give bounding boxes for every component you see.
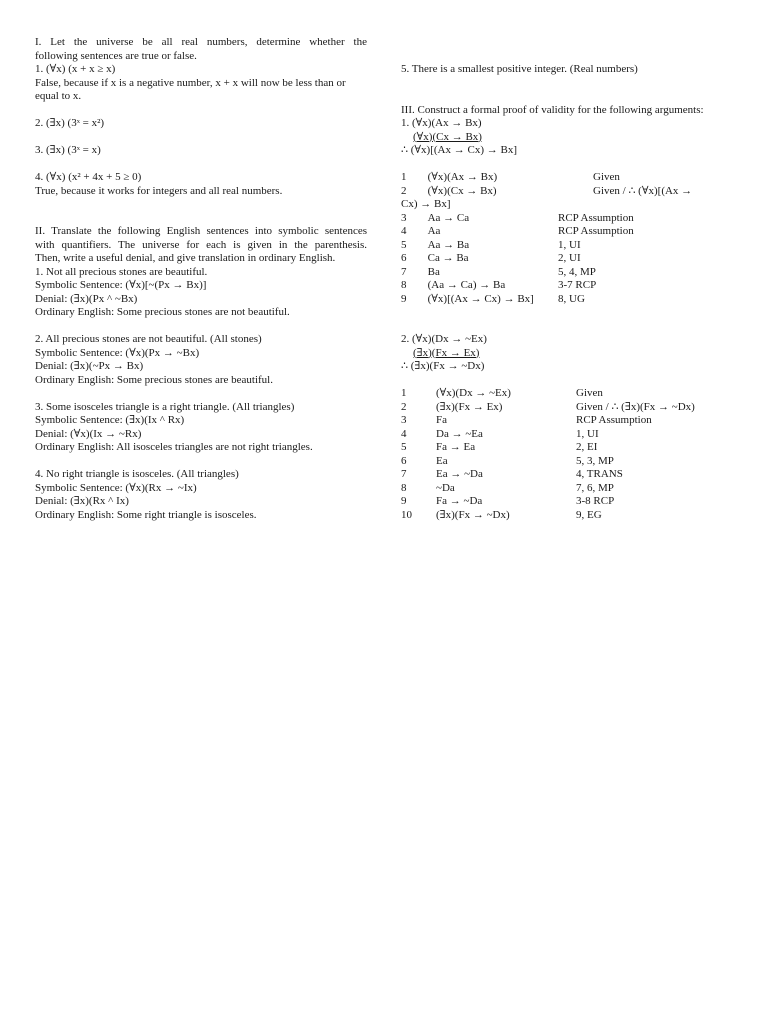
step-justification-continuation: Cx) → Bx] (401, 198, 451, 210)
step-justification: 2, UI (558, 252, 581, 264)
proof-row (401, 212, 735, 226)
part1-q2: 2. (∃x) (3ˣ = x²) (35, 117, 105, 129)
proof-row (401, 482, 735, 496)
step-statement: Fa (436, 414, 447, 426)
step-statement: Aa → Ba (427, 238, 470, 251)
item-title: 3. Some isosceles triangle is a right triangle. (All triangles) (35, 400, 295, 413)
step-justification: Given (576, 387, 603, 399)
proof-row (401, 401, 735, 415)
step-justification: 5, 3, MP (576, 454, 614, 467)
step-statement: Fa → ~Da (436, 495, 483, 507)
step-justification: 7, 6, MP (576, 481, 614, 494)
step-number: 8 (401, 481, 407, 494)
part1-q4-answer: True, because it works for integers and all real numbers. (35, 184, 283, 197)
part2-item-1 (35, 266, 367, 320)
step-statement: (∀x)(Ax → Bx) (427, 171, 498, 183)
part1-heading-line-2: following sentences are true or false. (35, 49, 197, 62)
step-statement: Aa (427, 225, 441, 237)
item-denial: Denial: (∀x)(Ix → ~Rx) (35, 427, 142, 440)
step-number: 9 (401, 495, 407, 507)
part2-item-3 (35, 401, 367, 455)
step-justification: 1, UI (576, 427, 599, 440)
item-symbolic: Symbolic Sentence: (∀x)(Px → ~Bx) (35, 346, 200, 359)
proof-row (401, 428, 735, 442)
proof-row (401, 239, 735, 253)
step-justification: Given / ∴ (∃x)(Fx → ~Dx) (576, 400, 695, 413)
step-number: 5 (401, 441, 407, 453)
proof-row (401, 225, 735, 239)
step-number: 9 (401, 292, 407, 305)
item-symbolic: Symbolic Sentence: (∃x)(Ix ^ Rx) (35, 414, 185, 426)
proof-row (401, 293, 735, 307)
argument-2 (401, 333, 735, 522)
proof-row (401, 266, 735, 280)
arg1-premise-1: 1. (∀x)(Ax → Bx) (401, 117, 482, 129)
part1-q1: 1. (∀x) (x + x ≥ x) (35, 63, 116, 75)
step-justification: RCP Assumption (558, 211, 634, 224)
step-number: 2 (401, 184, 407, 197)
proof-row (401, 468, 735, 482)
step-number: 6 (401, 252, 407, 264)
proof-row (401, 185, 735, 199)
step-number: 8 (401, 279, 407, 291)
part2-heading-line-2: with quantifiers. The universe for each is given in the parenthesis. (35, 238, 367, 251)
arg2-premise-2: (∃x)(Fx → Ex) (413, 346, 480, 359)
step-statement: Ea (436, 454, 448, 467)
argument-1 (401, 117, 735, 306)
part1-q4: 4. (∀x) (x² + 4x + 5 ≥ 0) (35, 171, 142, 183)
item-symbolic: Symbolic Sentence: (∀x)[~(Px → Bx)] (35, 279, 207, 291)
part1-q1-answer-line-2: equal to x. (35, 90, 82, 102)
step-justification: 1, UI (558, 238, 581, 251)
arg1-conclusion: ∴ (∀x)[(Ax → Cx) → Bx] (401, 144, 517, 156)
part1-q5: 5. There is a smallest positive integer. (Real numbers) (401, 63, 638, 75)
step-justification: 8, UG (558, 292, 585, 305)
part2-item-2 (35, 333, 367, 387)
step-statement: Aa → Ca (427, 211, 470, 224)
proof-row-continuation (401, 198, 735, 212)
proof-row (401, 509, 735, 523)
arg2-proof-table (401, 387, 735, 522)
step-justification: 4, TRANS (576, 468, 623, 480)
step-statement: (Aa → Ca) → Ba (427, 279, 506, 291)
step-statement: Ba (427, 265, 440, 278)
step-justification: Given / ∴ (∀x)[(Ax → (593, 184, 693, 197)
arg1-proof-table (401, 171, 735, 306)
part2-heading-line-3: Then, write a useful denial, and give translation in ordinary English. (35, 252, 336, 264)
item-title: 1. Not all precious stones are beautiful. (35, 265, 208, 278)
proof-row (401, 441, 735, 455)
step-number: 7 (401, 265, 407, 278)
part2-item-4 (35, 468, 367, 522)
proof-row (401, 171, 735, 185)
item-ordinary: Ordinary English: Some right triangle is isosceles. (35, 508, 257, 521)
part1-heading-line-1: I. Let the universe be all real numbers, determine whether the (35, 36, 367, 48)
step-number: 1 (401, 387, 407, 399)
step-number: 5 (401, 238, 407, 251)
arg2-premise-1: 2. (∀x)(Dx → ~Ex) (401, 333, 487, 345)
step-justification: Given (593, 171, 620, 183)
step-statement: Ea → ~Da (436, 468, 483, 480)
arg2-conclusion: ∴ (∃x)(Fx → ~Dx) (401, 360, 485, 372)
proof-row (401, 387, 735, 401)
proof-row (401, 455, 735, 469)
step-number: 10 (401, 508, 412, 521)
item-denial: Denial: (∃x)(Px ^ ~Bx) (35, 292, 138, 305)
item-denial: Denial: (∃x)(Rx ^ Ix) (35, 495, 129, 507)
step-number: 3 (401, 414, 407, 426)
part1-q3: 3. (∃x) (3ˣ = x) (35, 144, 101, 156)
left-column (35, 36, 367, 522)
proof-row (401, 414, 735, 428)
step-justification: RCP Assumption (558, 225, 634, 237)
right-column (401, 63, 735, 522)
step-statement: Da → ~Ea (436, 427, 483, 440)
part3-heading: III. Construct a formal proof of validity for the following arguments: (401, 103, 704, 116)
step-number: 6 (401, 454, 407, 467)
item-ordinary: Ordinary English: Some precious stones are beautiful. (35, 373, 273, 386)
proof-row (401, 252, 735, 266)
step-number: 2 (401, 400, 407, 413)
step-number: 7 (401, 468, 407, 480)
item-title: 2. All precious stones are not beautiful. (All stones) (35, 333, 262, 345)
step-number: 1 (401, 171, 407, 183)
step-statement: Ca → Ba (427, 252, 469, 264)
step-statement: (∀x)(Cx → Bx) (427, 184, 497, 197)
step-statement: Fa → Ea (436, 441, 476, 453)
item-symbolic: Symbolic Sentence: (∀x)(Rx → ~Ix) (35, 481, 197, 494)
step-number: 3 (401, 211, 407, 224)
arg1-premise-2: (∀x)(Cx → Bx) (413, 130, 482, 143)
step-justification: 9, EG (576, 508, 602, 521)
step-statement: (∀x)[(Ax → Cx) → Bx] (427, 292, 534, 305)
item-denial: Denial: (∃x)(~Px → Bx) (35, 360, 144, 372)
step-statement: (∃x)(Fx → Ex) (436, 400, 503, 413)
step-justification: 3-7 RCP (558, 279, 597, 291)
step-statement: (∃x)(Fx → ~Dx) (436, 508, 510, 521)
step-number: 4 (401, 427, 407, 440)
proof-row (401, 495, 735, 509)
item-title: 4. No right triangle is isosceles. (All triangles) (35, 468, 239, 480)
part1-q1-answer-line-1: False, because if x is a negative number, x + x will now be less than or (35, 76, 346, 89)
proof-row (401, 279, 735, 293)
step-number: 4 (401, 225, 407, 237)
step-statement: (∀x)(Dx → ~Ex) (436, 387, 511, 399)
step-justification: 3-8 RCP (576, 495, 615, 507)
step-statement: ~Da (436, 481, 455, 494)
part2-heading-line-1: II. Translate the following English sentences into symbolic sentences (35, 225, 367, 237)
item-ordinary: Ordinary English: Some precious stones are not beautiful. (35, 306, 290, 318)
step-justification: 5, 4, MP (558, 265, 596, 278)
step-justification: RCP Assumption (576, 414, 652, 426)
step-justification: 2, EI (576, 441, 598, 453)
item-ordinary: Ordinary English: All isosceles triangles are not right triangles. (35, 441, 313, 453)
